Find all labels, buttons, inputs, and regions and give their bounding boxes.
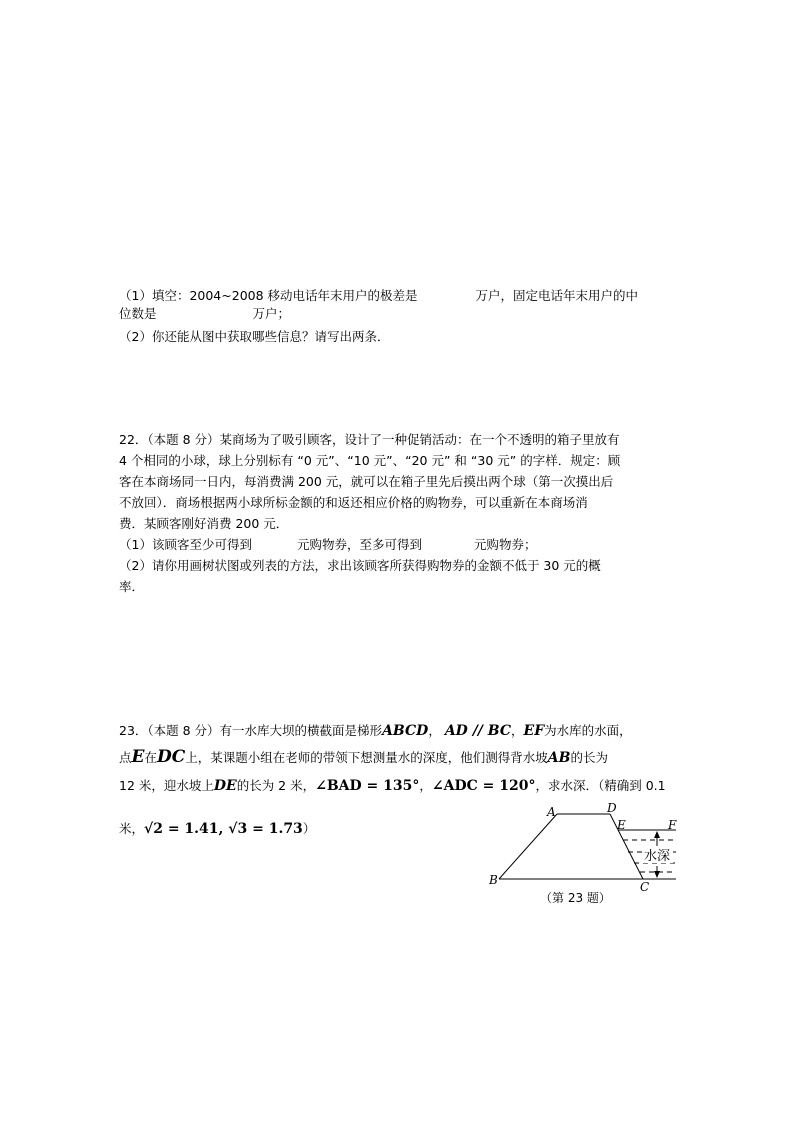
text: ， [428, 723, 441, 738]
label-f: F [668, 818, 677, 832]
q22-part2-cont: 率． [119, 579, 145, 594]
q22-line: 不放回）．商场根据两小球所标金额的和返还相应价格的购物券，可以重新在本商场消 [119, 495, 588, 510]
label-d: D [607, 801, 617, 815]
text: ） [302, 821, 316, 836]
text: 万户，固定电话年末用户的中 [475, 288, 639, 303]
q22-line: 费．某顾客刚好消费 200 元． [119, 516, 289, 531]
q22-line: 22．（本题 8 分）某商场为了吸引顾客，设计了一种促销活动：在一个不透明的箱子里放有 [119, 432, 620, 447]
q22-line: 客在本商场同一日内，每消费满 200 元，就可以在箱子里先后摸出两个球（第一次摸出后 [119, 474, 614, 489]
arrowhead-up-icon [654, 831, 660, 838]
math: ABCD [382, 723, 429, 739]
math: EF [523, 723, 545, 739]
text: 的长为 [570, 750, 609, 765]
text: 点 [119, 750, 132, 765]
label-e: E [617, 818, 626, 832]
figure-caption: （第 23 题） [540, 891, 611, 905]
math: ∠ADC = 120° [431, 778, 536, 794]
text: （1）填空：2004~2008 移动电话年末用户的极差是 [119, 288, 418, 303]
text: （1）该顾客至少可得到 [119, 537, 252, 552]
math: ∠BAD = 135° [315, 778, 420, 794]
text: 上，某课题小组在老师的带领下想测量水的深度，他们测得背水坡 [185, 750, 548, 765]
text: 万户； [252, 306, 291, 321]
text: ， [419, 778, 432, 793]
depth-label: 水深 [644, 849, 671, 864]
edge-dc [610, 814, 643, 879]
text: 在 [144, 750, 157, 765]
text: ， [511, 723, 524, 738]
edge-ab [499, 814, 557, 879]
text: 为水库的水面， [544, 723, 632, 738]
text: 米， [119, 821, 145, 836]
text: ，求水深．（精确到 0.1 [535, 778, 666, 793]
q22-part2: （2）请你用画树状图或列表的方法，求出该顾客所获得购物券的金额不低于 30 元的概 [119, 558, 601, 573]
math: DE [213, 778, 237, 794]
math: AB [547, 750, 571, 766]
text: 23．（本题 8 分）有一水库大坝的横截面是梯形 [119, 723, 383, 738]
q21-part2: （2）你还能从图中获取哪些信息？请写出两条． [119, 329, 390, 344]
math: DC [157, 747, 186, 767]
label-c: C [640, 880, 650, 894]
q22-line: 4 个相同的小球，球上分别标有 “0 元”、“10 元”、“20 元” 和 “30 元” 的字样．规定：顾 [119, 453, 621, 468]
text: 元购物券； [473, 537, 537, 552]
math: AD // BC [444, 723, 512, 739]
label-b: B [489, 873, 498, 887]
label-a: A [547, 805, 556, 819]
text: 的长为 2 米， [236, 778, 316, 793]
math: E [131, 747, 145, 767]
text: 位数是 [119, 306, 157, 321]
text: 12 米，迎水坡上 [119, 778, 214, 793]
math: √2 = 1.41, √3 = 1.73 [144, 821, 303, 837]
text: 元购物券，至多可得到 [296, 537, 422, 552]
arrowhead-down-icon [654, 871, 660, 878]
